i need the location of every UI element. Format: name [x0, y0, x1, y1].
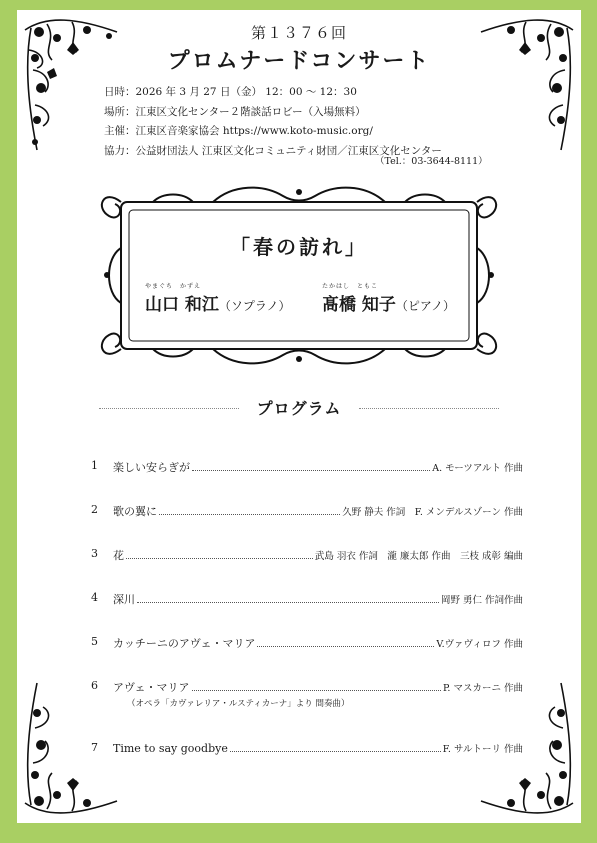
- program-item-title: 深川: [113, 593, 135, 606]
- program-item-credit: A. モーツアルト 作曲: [432, 463, 523, 474]
- program-item-title: アヴェ・マリア: [113, 681, 190, 694]
- concert-title: 「春の訪れ」: [230, 235, 368, 259]
- performer-role: （ピアノ）: [395, 299, 455, 313]
- program-item-number: 6: [91, 679, 98, 692]
- program-item-credit: F. サルトーリ 作曲: [442, 744, 523, 755]
- program-item-number: 5: [91, 635, 98, 648]
- dot-leader: [192, 690, 441, 691]
- program-item-credit: 岡野 勇仁 作詞作曲: [440, 595, 523, 606]
- program-item-number: 2: [91, 503, 98, 516]
- performer-name: 髙橋 知子: [322, 295, 396, 315]
- ornate-title-frame: [93, 178, 505, 373]
- program-item-number: 4: [91, 591, 98, 604]
- event-host: 主催：江東区音楽家協会 https://www.koto-music.org/: [104, 125, 373, 138]
- event-date: 日時：2026 年 3 月 27 日（金） 12：00 〜 12：30: [104, 86, 357, 98]
- performer-role: （ソプラノ）: [218, 299, 291, 313]
- program-item-credit: 武島 羽衣 作詞 瀧 廉太郎 作曲 三枝 成彰 編曲: [314, 551, 523, 562]
- program-item-number: 7: [91, 741, 98, 754]
- event-cooperation: 協力：公益財団法人 江東区文化コミュニティ財団／江東区文化センター: [104, 144, 442, 157]
- program-item-credit: V.ヴァヴィロフ 作曲: [436, 639, 523, 650]
- flyer-page: [17, 10, 581, 823]
- dot-leader: [192, 470, 430, 471]
- dot-leader: [137, 602, 439, 603]
- concert-series-number: 第１３７６回: [250, 24, 347, 42]
- event-venue: 場所：江東区文化センター２階談話ロビー（入場無料）: [104, 105, 366, 118]
- performer-name: 山口 和江: [145, 295, 219, 315]
- dot-leader: [126, 558, 313, 559]
- program-item: [91, 737, 523, 759]
- event-telephone: （Tel.：03-3644-8111）: [375, 156, 488, 167]
- program-item-title: 歌の翼に: [113, 505, 157, 518]
- program-item: [91, 499, 523, 521]
- program-item-number: 1: [91, 459, 98, 472]
- program-item: [91, 587, 523, 609]
- program-heading-text: プログラム: [256, 399, 342, 418]
- program-item-title: カッチーニのアヴェ・マリア: [113, 637, 256, 650]
- program-item-note: （オペラ「カヴァレリア・ルスティカーナ」より 間奏曲）: [127, 699, 350, 709]
- concert-series-title: プロムナードコンサート: [167, 48, 431, 74]
- dot-leader: [230, 751, 441, 752]
- performer-name-reading: たかはし ともこ: [322, 283, 379, 290]
- program-item-title: Time to say goodbye: [113, 742, 228, 755]
- performer-piano: [322, 281, 455, 315]
- event-info: [104, 83, 442, 161]
- dot-leader: [257, 646, 434, 647]
- program-item-number: 3: [91, 547, 98, 560]
- program-item: [91, 455, 523, 477]
- program-item-title: 楽しい安らぎが: [113, 461, 190, 474]
- program-item-title: 花: [113, 549, 124, 562]
- program-item: [91, 675, 523, 709]
- program-item: [91, 543, 523, 565]
- performer-soprano: [145, 281, 291, 315]
- program-item-credit: 久野 静夫 作詞 F. メンデルスゾーン 作曲: [342, 507, 523, 518]
- program-item-credit: P. マスカーニ 作曲: [442, 683, 523, 694]
- program-heading: [99, 396, 499, 420]
- dot-leader: [159, 514, 340, 515]
- program-item: [91, 631, 523, 653]
- performer-name-reading: やまぐち かずえ: [145, 283, 202, 290]
